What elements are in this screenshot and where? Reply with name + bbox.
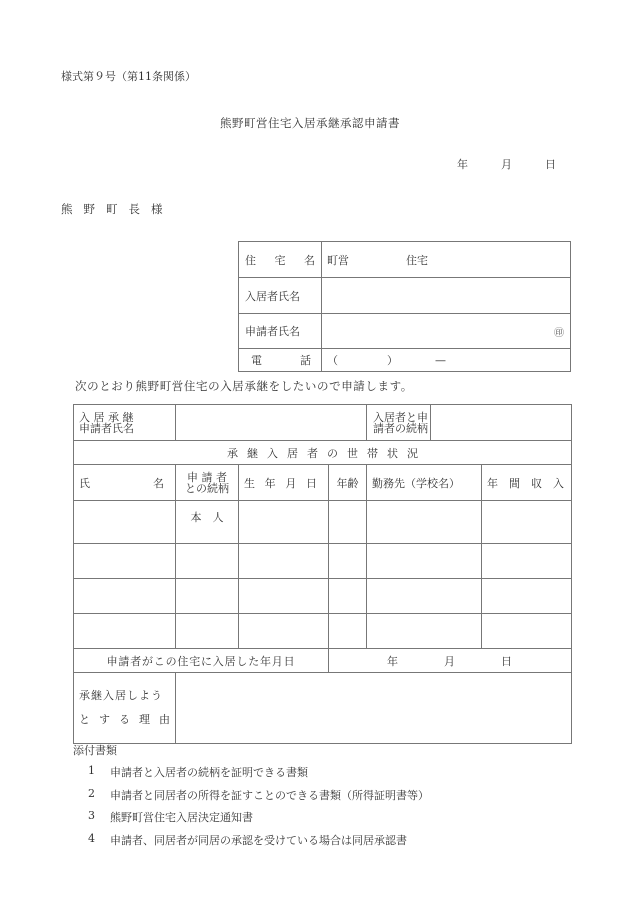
housing-prefix: 町営 xyxy=(327,253,349,267)
member-birthdate-field[interactable] xyxy=(239,544,329,579)
section-title-row xyxy=(74,441,572,465)
list-item xyxy=(88,809,429,832)
list-item xyxy=(88,764,429,787)
member-relation-field[interactable] xyxy=(176,579,239,614)
member-age-field[interactable] xyxy=(329,501,367,544)
table-row xyxy=(74,544,572,579)
label-char: 話 xyxy=(300,354,311,367)
member-relation-field[interactable]: 本 人 xyxy=(176,501,239,544)
member-income-field[interactable] xyxy=(482,501,572,544)
resident-name-row xyxy=(239,278,571,314)
label-char: 間 xyxy=(509,476,520,490)
member-workplace-field[interactable] xyxy=(367,614,482,649)
intro-text: 次のとおり熊野町営住宅の入居承継をしたいので申請します。 xyxy=(75,379,413,393)
phone-paren-close: ） xyxy=(387,354,398,367)
member-name-field[interactable] xyxy=(74,614,176,649)
applicant-name-row xyxy=(239,314,571,349)
item-number: 1 xyxy=(88,764,95,777)
member-relation-field[interactable] xyxy=(176,614,239,649)
item-number: 3 xyxy=(88,809,95,822)
label-char: 収 xyxy=(531,476,542,490)
label-char: す xyxy=(99,713,110,726)
col-workplace: 勤務先（学校名） xyxy=(367,465,482,501)
member-age-field[interactable] xyxy=(329,544,367,579)
label-char: 宅 xyxy=(274,253,286,267)
member-name-field[interactable] xyxy=(74,501,176,544)
member-workplace-field[interactable] xyxy=(367,544,482,579)
successor-applicant-label xyxy=(74,405,176,441)
item-text: 申請者と同居者の所得を証すことのできる書類（所得証明書等） xyxy=(110,788,429,802)
label-char: 名 xyxy=(304,253,315,267)
phone-dash: — xyxy=(435,354,446,367)
moved-day-label: 日 xyxy=(501,654,512,668)
date-day-label: 日 xyxy=(545,158,556,171)
member-income-field[interactable] xyxy=(482,579,572,614)
label-char: 年 xyxy=(264,476,276,490)
label-char: 氏 xyxy=(79,476,90,490)
col-birthdate xyxy=(239,465,329,501)
reason-field[interactable] xyxy=(176,673,572,744)
member-income-field[interactable] xyxy=(482,544,572,579)
succession-table xyxy=(73,404,572,744)
applicant-info-table xyxy=(238,241,571,372)
item-number: 4 xyxy=(88,831,95,845)
date-month-label: 月 xyxy=(501,158,512,171)
label-char: 月 xyxy=(285,476,297,490)
list-item xyxy=(88,787,429,810)
moved-in-date-field[interactable] xyxy=(329,649,572,673)
member-age-field[interactable] xyxy=(329,614,367,649)
label-char: と xyxy=(79,713,90,726)
col-name xyxy=(74,465,176,501)
phone-row xyxy=(239,349,571,372)
resident-name-label: 入居者氏名 xyxy=(239,278,322,314)
label-line: 申 請 者 xyxy=(187,470,227,484)
attachments-title: 添付書類 xyxy=(73,744,117,757)
applicant-row xyxy=(74,405,572,441)
member-birthdate-field[interactable] xyxy=(239,579,329,614)
moved-in-label: 申請者がこの住宅に入居した年月日 xyxy=(74,649,329,673)
attachments-list xyxy=(88,764,429,854)
list-item xyxy=(88,832,429,855)
item-text: 申請者と入居者の続柄を証明できる書類 xyxy=(110,766,308,779)
label-char: 日 xyxy=(305,476,317,490)
member-birthdate-field[interactable] xyxy=(239,614,329,649)
page-title: 熊野町営住宅入居承継承認申請書 xyxy=(220,116,400,130)
phone-field[interactable] xyxy=(322,349,571,372)
label-line: 請者の続柄 xyxy=(373,421,428,435)
label-line: 承継入居しよう xyxy=(79,689,163,702)
date-year-label: 年 xyxy=(457,158,468,171)
applicant-name-label: 申請者氏名 xyxy=(239,314,322,349)
label-char: 住 xyxy=(245,253,256,267)
col-relation xyxy=(176,465,239,501)
resident-name-field[interactable] xyxy=(322,278,571,314)
housing-name-field[interactable] xyxy=(322,242,571,278)
col-income xyxy=(482,465,572,501)
household-section-title: 承継入居者の世帯状況 xyxy=(74,441,572,465)
table-row xyxy=(74,614,572,649)
label-char: 電 xyxy=(251,354,262,367)
label-char: 年 xyxy=(487,476,498,490)
member-workplace-field[interactable] xyxy=(367,579,482,614)
column-header-row xyxy=(74,465,572,501)
table-row xyxy=(74,579,572,614)
phone-paren-open: （ xyxy=(327,354,338,367)
application-date xyxy=(457,156,556,172)
member-birthdate-field[interactable] xyxy=(239,501,329,544)
table-row xyxy=(74,501,572,544)
moved-year-label: 年 xyxy=(387,654,398,668)
label-char: る xyxy=(119,713,130,726)
label-char: 入 xyxy=(553,476,564,490)
addressee: 熊野町長様 xyxy=(61,202,174,216)
item-number: 2 xyxy=(88,786,95,800)
label-line: 申請者氏名 xyxy=(79,421,134,435)
relation-label xyxy=(367,405,431,441)
label-char: 生 xyxy=(244,476,255,490)
reason-row xyxy=(74,673,572,744)
member-age-field[interactable] xyxy=(329,579,367,614)
successor-applicant-field[interactable] xyxy=(176,405,367,441)
col-age: 年齢 xyxy=(329,465,367,501)
label-line: との続柄 xyxy=(185,481,229,495)
member-name-field[interactable] xyxy=(74,579,176,614)
housing-suffix: 住宅 xyxy=(406,253,428,267)
member-relation-field[interactable] xyxy=(176,544,239,579)
item-text: 熊野町営住宅入居決定通知書 xyxy=(110,811,253,824)
phone-label xyxy=(239,349,322,372)
form-number: 様式第９号（第11条関係） xyxy=(61,70,196,83)
label-char: 理 xyxy=(139,713,150,726)
label-char: 名 xyxy=(153,476,164,490)
member-name-field[interactable] xyxy=(74,544,176,579)
member-income-field[interactable] xyxy=(482,614,572,649)
label-char: 由 xyxy=(159,713,170,726)
item-text: 申請者、同居者が同居の承認を受けている場合は同居承認書 xyxy=(110,833,407,847)
housing-name-row xyxy=(239,242,571,278)
reason-label xyxy=(74,673,176,744)
housing-name-label xyxy=(239,242,322,278)
member-workplace-field[interactable] xyxy=(367,501,482,544)
moved-month-label: 月 xyxy=(444,654,455,668)
label-line: 入 居 承 継 xyxy=(79,410,134,424)
relation-field[interactable] xyxy=(431,405,572,441)
label-line: 入居者と申 xyxy=(373,410,428,424)
applicant-name-field[interactable] xyxy=(322,314,571,349)
moved-in-date-row xyxy=(74,649,572,673)
seal-icon: ㊞ xyxy=(554,327,564,339)
